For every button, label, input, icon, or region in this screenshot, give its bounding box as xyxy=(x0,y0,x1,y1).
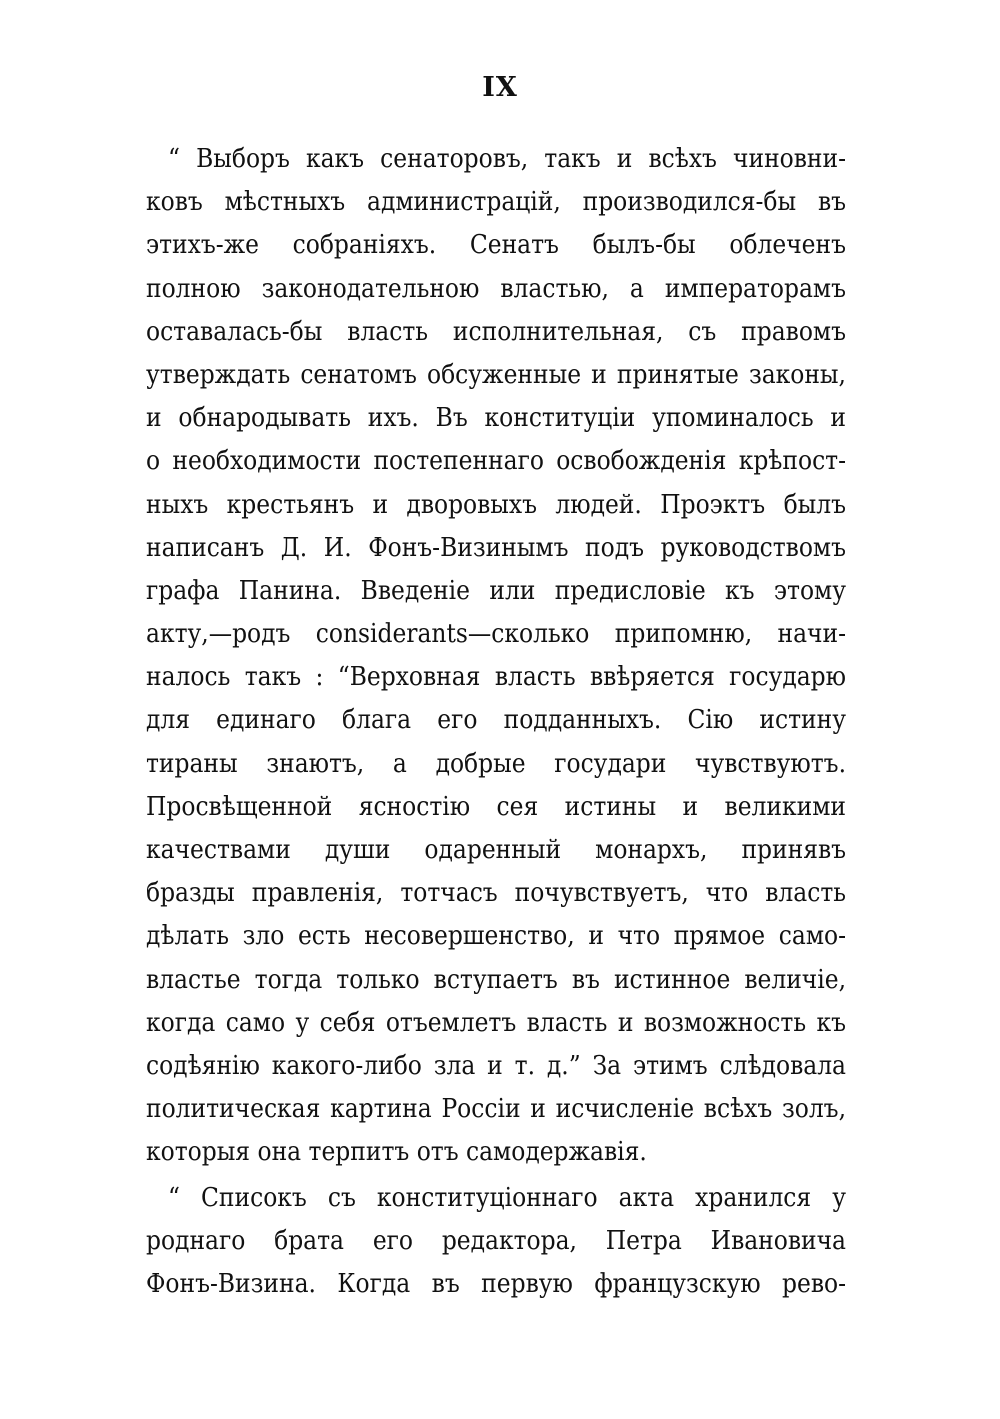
text-line: для единаго блага его подданныхъ. Сію истину xyxy=(146,705,846,736)
text-line: ныхъ крестьянъ и дворовыхъ людей. Проэктъ былъ xyxy=(146,489,846,520)
text-line: бразды правленія, тотчасъ почувствуетъ, что власть xyxy=(146,878,846,909)
page-number: IX xyxy=(482,72,518,103)
text-line: этихъ-же собраніяхъ. Сенатъ былъ-бы облеченъ xyxy=(146,230,846,261)
text-line: содѣянію какого-либо зла и т. д.” За этимъ слѣдовала xyxy=(146,1050,846,1081)
body-text xyxy=(146,138,846,1306)
text-line: дѣлать зло есть несовершенство, и что прямое само- xyxy=(146,921,846,952)
text-line: ковъ мѣстныхъ администрацій, производился-бы въ xyxy=(146,187,846,218)
text-line: Фонъ-Визина. Когда въ первую французскую рево- xyxy=(146,1268,846,1299)
text-line: налось такъ : “Верховная власть ввѣряется государю xyxy=(146,662,846,693)
text-line: о необходимости постепеннаго освобожденія крѣпост- xyxy=(146,446,846,477)
text-line: политическая картина Россіи и исчисленіе всѣхъ золъ, xyxy=(146,1094,846,1125)
text-line: оставалась-бы власть исполнительная, съ правомъ xyxy=(146,316,846,347)
text-line: акту,—родъ considerants—сколько припомню, начи- xyxy=(146,619,846,650)
text-line: властье тогда только вступаетъ въ истинное величіе, xyxy=(146,964,846,995)
text-line: графа Панина. Введеніе или предисловіе къ этому xyxy=(146,575,846,606)
text-line: и обнародывать ихъ. Въ конституціи упоминалось и xyxy=(146,403,846,434)
text-line: роднаго брата его редактора, Петра Ивановича xyxy=(146,1225,846,1256)
text-line: утверждать сенатомъ обсуженные и принятые законы, xyxy=(146,359,846,390)
text-line: тираны знаютъ, а добрые государи чувствуютъ. xyxy=(146,748,846,779)
paragraph-1 xyxy=(146,138,846,1175)
text-line: “ Списокъ съ конституціоннаго акта хранился у xyxy=(168,1182,846,1213)
text-line: написанъ Д. И. Фонъ-Визинымъ подъ руководствомъ xyxy=(146,532,846,563)
text-line: “ Выборъ какъ сенаторовъ, такъ и всѣхъ чиновни- xyxy=(168,144,846,174)
text-line: качествами души одаренный монархъ, принявъ xyxy=(146,835,846,865)
text-line: когда само у себя отъемлетъ власть и возможность къ xyxy=(146,1007,846,1038)
text-line: полною законодательною властью, а императорамъ xyxy=(146,273,846,304)
paragraph-2 xyxy=(146,1177,846,1307)
text-line: которыя она терпитъ отъ самодержавія. xyxy=(146,1137,647,1168)
text-line: Просвѣщенной ясностію сея истины и великими xyxy=(146,791,846,822)
